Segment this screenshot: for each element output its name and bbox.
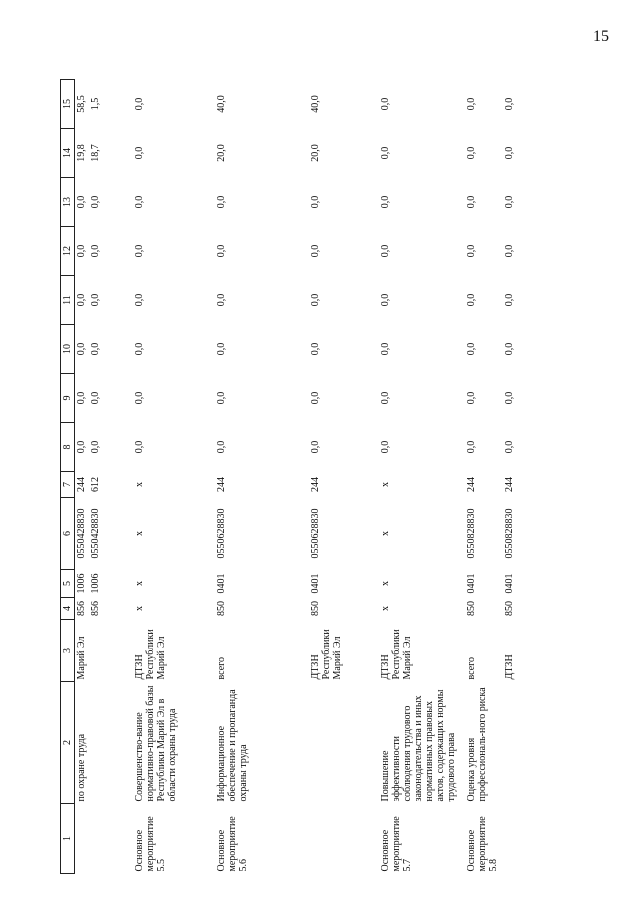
value-cell: 0,0 bbox=[310, 342, 321, 356]
value-cell: 0,0 bbox=[380, 244, 391, 258]
header-cell: 10 bbox=[61, 325, 75, 374]
value-cell: 0,0 bbox=[310, 440, 321, 454]
header-cell: 11 bbox=[61, 276, 75, 325]
description-cell: Совершенство-вание нормативно-правовой базы Республики Марий Эл в области охраны труда bbox=[134, 685, 178, 802]
value-cell: х bbox=[134, 482, 145, 487]
table-row bbox=[133, 80, 215, 874]
description-cell bbox=[89, 682, 133, 804]
value-cell: 0401 bbox=[216, 573, 227, 594]
value-cell: 0,0 bbox=[310, 195, 321, 209]
value-cell: 0,0 bbox=[466, 440, 477, 454]
page-number: 15 bbox=[593, 28, 609, 45]
value-cell: 0,0 bbox=[216, 195, 227, 209]
value-cell: 0,0 bbox=[380, 97, 391, 111]
value-cell: 1,5 bbox=[90, 97, 101, 111]
value-cell: 0,0 bbox=[216, 440, 227, 454]
table-row bbox=[215, 80, 309, 874]
executor-cell: ДТЗН Республики Марий Эл bbox=[380, 629, 413, 680]
value-cell: 0,0 bbox=[380, 342, 391, 356]
value-cell: 244 bbox=[216, 477, 227, 492]
activity-cell bbox=[75, 804, 90, 874]
value-cell: х bbox=[380, 581, 391, 586]
executor-cell: всего bbox=[466, 656, 477, 680]
value-cell: 244 bbox=[76, 477, 87, 492]
value-cell: 0,0 bbox=[134, 293, 145, 307]
activity-cell: Основное мероприятие 5.6 bbox=[216, 816, 249, 872]
description-cell: Оценка уровня профессиональ-ного риска bbox=[466, 687, 488, 802]
value-cell: 244 bbox=[466, 477, 477, 492]
table-row bbox=[309, 80, 379, 874]
value-cell: 20,0 bbox=[310, 144, 321, 162]
value-cell: 0,0 bbox=[466, 342, 477, 356]
value-cell: 0,0 bbox=[380, 440, 391, 454]
value-cell: 0,0 bbox=[466, 244, 477, 258]
value-cell: 0550628830 bbox=[310, 508, 321, 559]
header-cell: 9 bbox=[61, 374, 75, 423]
header-cell: 14 bbox=[61, 129, 75, 178]
value-cell: 0,0 bbox=[310, 244, 321, 258]
executor-cell: ДТЗН Республики Марий Эл bbox=[134, 629, 167, 680]
value-cell: 0,0 bbox=[466, 391, 477, 405]
value-cell: 0,0 bbox=[504, 391, 515, 405]
activity-cell: Основное мероприятие 5.8 bbox=[466, 816, 499, 872]
value-cell: 0,0 bbox=[90, 440, 101, 454]
value-cell: 0,0 bbox=[466, 146, 477, 160]
activity-cell bbox=[89, 804, 133, 874]
header-cell: 15 bbox=[61, 80, 75, 129]
value-cell: 0,0 bbox=[216, 244, 227, 258]
value-cell: 0401 bbox=[504, 573, 515, 594]
executor-cell: Марий Эл bbox=[76, 636, 87, 680]
header-cell: 8 bbox=[61, 423, 75, 472]
value-cell: 0,0 bbox=[310, 293, 321, 307]
table-row bbox=[75, 80, 90, 874]
activity-cell: Основное мероприятие 5.5 bbox=[134, 816, 167, 872]
value-cell: х bbox=[134, 531, 145, 536]
table-row bbox=[465, 80, 503, 874]
table-row bbox=[89, 80, 133, 874]
value-cell: 0,0 bbox=[380, 195, 391, 209]
value-cell: х bbox=[134, 581, 145, 586]
value-cell: 40,0 bbox=[216, 95, 227, 113]
value-cell: 0550628830 bbox=[216, 508, 227, 559]
header-cell: 7 bbox=[61, 472, 75, 498]
value-cell: 0,0 bbox=[76, 195, 87, 209]
header-row bbox=[61, 80, 75, 874]
value-cell: 0,0 bbox=[216, 391, 227, 405]
value-cell: 0,0 bbox=[134, 97, 145, 111]
description-cell bbox=[503, 682, 517, 804]
value-cell: 0,0 bbox=[134, 440, 145, 454]
value-cell: 0,0 bbox=[76, 244, 87, 258]
header-cell: 6 bbox=[61, 498, 75, 570]
value-cell: 0,0 bbox=[504, 244, 515, 258]
value-cell: 40,0 bbox=[310, 95, 321, 113]
value-cell: 0550828830 bbox=[504, 508, 515, 559]
header-cell: 13 bbox=[61, 178, 75, 227]
value-cell: 0,0 bbox=[380, 391, 391, 405]
value-cell: 0,0 bbox=[380, 146, 391, 160]
value-cell: 0,0 bbox=[466, 293, 477, 307]
table-row bbox=[379, 80, 465, 874]
value-cell: 0,0 bbox=[466, 195, 477, 209]
value-cell: 0,0 bbox=[76, 440, 87, 454]
value-cell: 0,0 bbox=[134, 391, 145, 405]
value-cell: 856 bbox=[76, 601, 87, 616]
executor-cell: ДТЗН bbox=[504, 654, 515, 680]
value-cell: 0,0 bbox=[216, 342, 227, 356]
description-cell bbox=[309, 682, 379, 804]
value-cell: 856 bbox=[90, 601, 101, 616]
value-cell: 0,0 bbox=[380, 293, 391, 307]
value-cell: 0,0 bbox=[504, 97, 515, 111]
executor-cell: всего bbox=[216, 656, 227, 680]
value-cell: 1006 bbox=[90, 573, 101, 594]
value-cell: 0550428830 bbox=[76, 508, 87, 559]
value-cell: 850 bbox=[216, 601, 227, 616]
value-cell: 0401 bbox=[466, 573, 477, 594]
value-cell: 0,0 bbox=[90, 195, 101, 209]
header-cell: 3 bbox=[61, 620, 75, 682]
value-cell: 244 bbox=[310, 477, 321, 492]
value-cell: 1006 bbox=[76, 573, 87, 594]
value-cell: 20,0 bbox=[216, 144, 227, 162]
value-cell: 0,0 bbox=[504, 146, 515, 160]
value-cell: 0,0 bbox=[134, 146, 145, 160]
value-cell: 0,0 bbox=[76, 293, 87, 307]
value-cell: 0,0 bbox=[134, 195, 145, 209]
value-cell: 0,0 bbox=[134, 244, 145, 258]
value-cell: 0550828830 bbox=[466, 508, 477, 559]
table-row bbox=[503, 80, 517, 874]
header-cell: 12 bbox=[61, 227, 75, 276]
value-cell: 0550428830 bbox=[90, 508, 101, 559]
value-cell: 19,8 bbox=[76, 144, 87, 162]
value-cell: 0,0 bbox=[216, 293, 227, 307]
value-cell: 0,0 bbox=[134, 342, 145, 356]
value-cell: 0,0 bbox=[90, 293, 101, 307]
header-cell: 1 bbox=[61, 804, 75, 874]
value-cell: 0,0 bbox=[504, 195, 515, 209]
value-cell: 0,0 bbox=[76, 342, 87, 356]
value-cell: 58,5 bbox=[76, 95, 87, 113]
value-cell: 850 bbox=[466, 601, 477, 616]
value-cell: 0,0 bbox=[90, 342, 101, 356]
value-cell: х bbox=[380, 606, 391, 611]
value-cell: 0,0 bbox=[466, 97, 477, 111]
value-cell: 0,0 bbox=[504, 342, 515, 356]
value-cell: х bbox=[380, 482, 391, 487]
value-cell: 612 bbox=[90, 477, 101, 492]
value-cell: 244 bbox=[504, 477, 515, 492]
description-cell: Информационное обеспечение и пропаганда охраны труда bbox=[216, 689, 249, 802]
value-cell: 0401 bbox=[310, 573, 321, 594]
description-cell: по охране труда bbox=[76, 733, 87, 802]
value-cell: 0,0 bbox=[90, 244, 101, 258]
value-cell: 850 bbox=[504, 601, 515, 616]
value-cell: 0,0 bbox=[504, 293, 515, 307]
value-cell: х bbox=[134, 606, 145, 611]
activity-cell: Основное мероприятие 5.7 bbox=[380, 816, 413, 872]
rotated-page bbox=[60, 29, 620, 874]
executor-cell bbox=[89, 620, 133, 682]
description-cell: Повышение эффективности соблюдения трудового законодательства и иных нормативных правовых актов, содержащих нормы трудового права bbox=[380, 689, 457, 802]
activity-cell bbox=[309, 804, 379, 874]
value-cell: 850 bbox=[310, 601, 321, 616]
value-cell: 0,0 bbox=[76, 391, 87, 405]
header-cell: 4 bbox=[61, 598, 75, 620]
header-cell: 5 bbox=[61, 570, 75, 598]
value-cell: 0,0 bbox=[310, 391, 321, 405]
value-cell: 0,0 bbox=[90, 391, 101, 405]
executor-cell: ДТЗН Республики Марий Эл bbox=[310, 629, 343, 680]
value-cell: х bbox=[380, 531, 391, 536]
budget-table bbox=[60, 79, 517, 874]
activity-cell bbox=[503, 804, 517, 874]
value-cell: 0,0 bbox=[504, 440, 515, 454]
header-cell: 2 bbox=[61, 682, 75, 804]
value-cell: 18,7 bbox=[90, 144, 101, 162]
